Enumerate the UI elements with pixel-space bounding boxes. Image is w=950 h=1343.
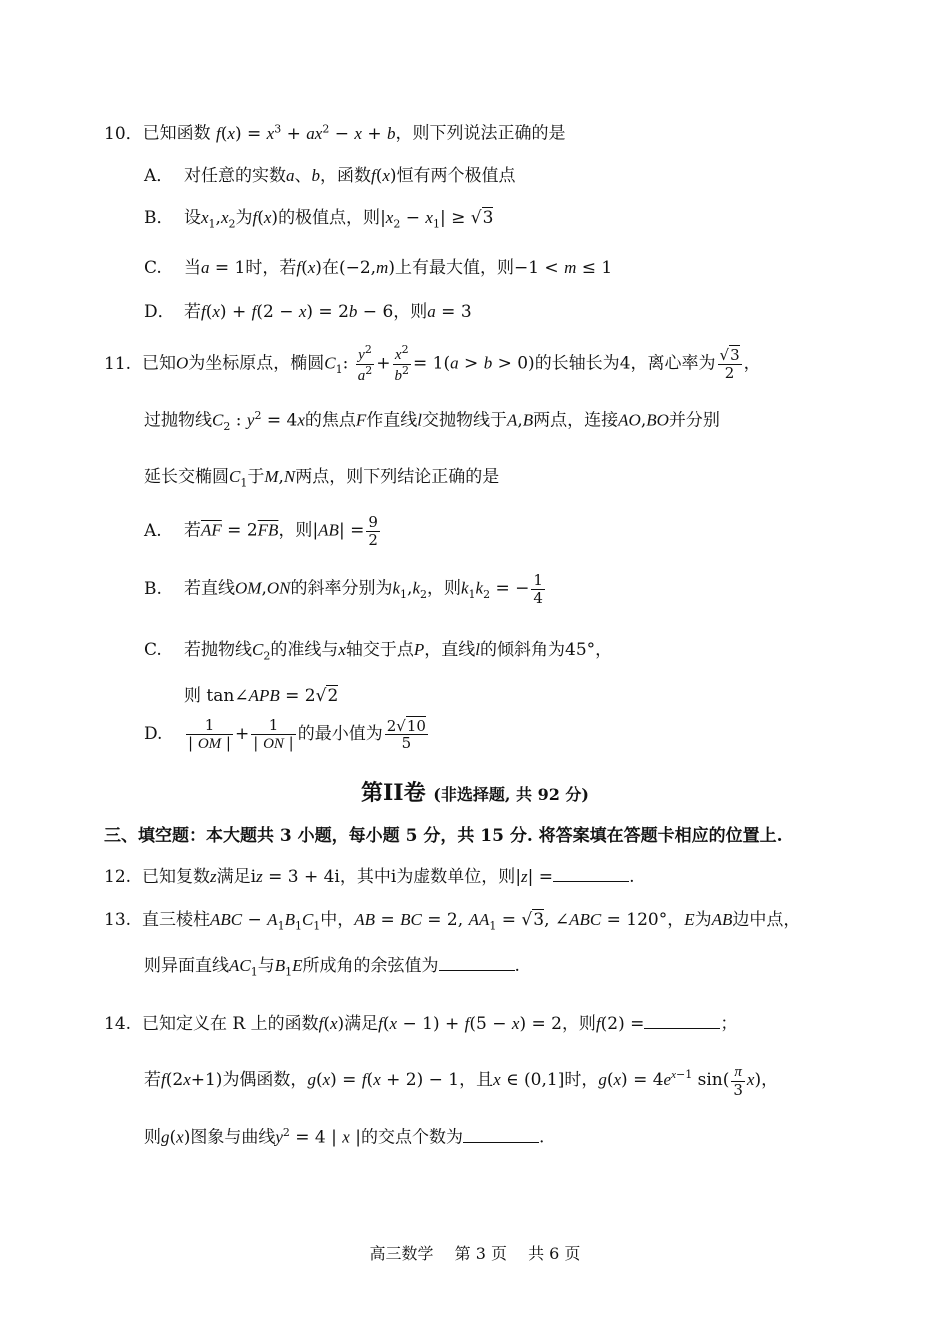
q10-option-d: D． 若f(x) + f(2 − x) = 2b − 6，则a = 3 (144, 302, 472, 322)
answer-blank (644, 1014, 720, 1029)
q11-number: 11. (104, 353, 132, 374)
q10-option-b: B． 设$x_1,x_2$为f(x)的极值点，则$|x_2 - x_1| \ge √3$ (144, 208, 494, 231)
q11-option-c-cont: 则 tan∠APB = 2√2 (184, 686, 339, 706)
part-3-header: 三、填空题：本大题共 3 小题，每小题 5 分，共 15 分. 将答案填在答题卡相应的位置上. (104, 826, 783, 846)
q10-stem: 10．已知函数 $f(x) = x^3 + ax^2 - x + b$，则下列说法正确的是 (104, 122, 566, 144)
q10-number: 10． (104, 123, 143, 144)
q10-option-c: C. 当a = 1时，若f(x)在(−2,m)上有最大值，则−1 < m ≤ 1 (144, 258, 613, 278)
q11-line1: 11. 已知O为坐标原点，椭圆$C_1$: $\frac{y^2}{a^2}$ + $\frac{x^2}{b^2}$ = 1(a > b > 0)的长轴长为4，离心率为 $\frac{√3}{2}$ ， (104, 343, 761, 384)
answer-blank (553, 867, 629, 882)
q13-line2: 则异面直线$AC_1$与$B_1E$所成角的余弦值为 . (144, 956, 520, 979)
q11-option-a: A. 若$\overline{AF} = 2\overline{FB}$，则|AB| = $\frac{9}{2}$ (144, 513, 378, 549)
q11-option-d: D. $\frac{1}{| OM |}$ + $\frac{1}{| ON |}$ 的最小值为 $\frac{2√10}{5}$ (144, 716, 426, 752)
q13-line1: 13. 直三棱柱ABC − $A_1B_1C_1$中，AB = BC = 2, $AA_1 = √3$, ∠ABC = 120°，E为AB边中点， (104, 910, 801, 933)
q10-option-a: A． 对任意的实数a、b，函数f(x)恒有两个极值点 (144, 166, 516, 186)
page-footer: 高三数学 第 3 页 共 6 页 (369, 1244, 581, 1263)
q11-option-c: C. 若抛物线$C_2$的准线与x轴交于点P，直线l的倾斜角为45°， (144, 640, 613, 663)
q10-function: $f(x) = x^3 + ax^2 - x + b$ (216, 122, 396, 144)
answer-blank (439, 956, 515, 971)
section-2-title: 第II卷 (非选择题, 共 92 分) (361, 780, 589, 806)
q14-line1: 14. 已知定义在 R 上的函数f(x)满足f(x − 1) + f(5 − x) = 2，则f(2) = ； (104, 1014, 738, 1034)
q11-line3: 延长交椭圆$C_1$于M,N两点，则下列结论正确的是 (144, 467, 500, 490)
q12: 12. 已知复数z满足iz = 3 + 4i，其中i为虚数单位，则|z| = . (104, 867, 635, 887)
q11-line2: 过抛物线$C_2$ : $y^2 = 4x$的焦点F作直线l交抛物线于A,B两点，连接AO,BO并分别 (144, 409, 720, 434)
answer-blank (463, 1128, 539, 1143)
q11-option-b: B. 若直线OM,ON的斜率分别为$k_1,k_2$，则$k_1k_2$ = − $\frac{1}{4}$ (144, 571, 543, 607)
q14-line2: 若f(2x+1)为偶函数，g(x) = f(x + 2) − 1，且x ∈ (0,1]时，$g(x) = 4e^{x-1}$ sin( $\frac{\pi}{3}$ x)， (144, 1064, 779, 1099)
q14-line3: 则g(x)图象与曲线$y^2 = 4$ | x |的交点个数为 . (144, 1126, 545, 1148)
